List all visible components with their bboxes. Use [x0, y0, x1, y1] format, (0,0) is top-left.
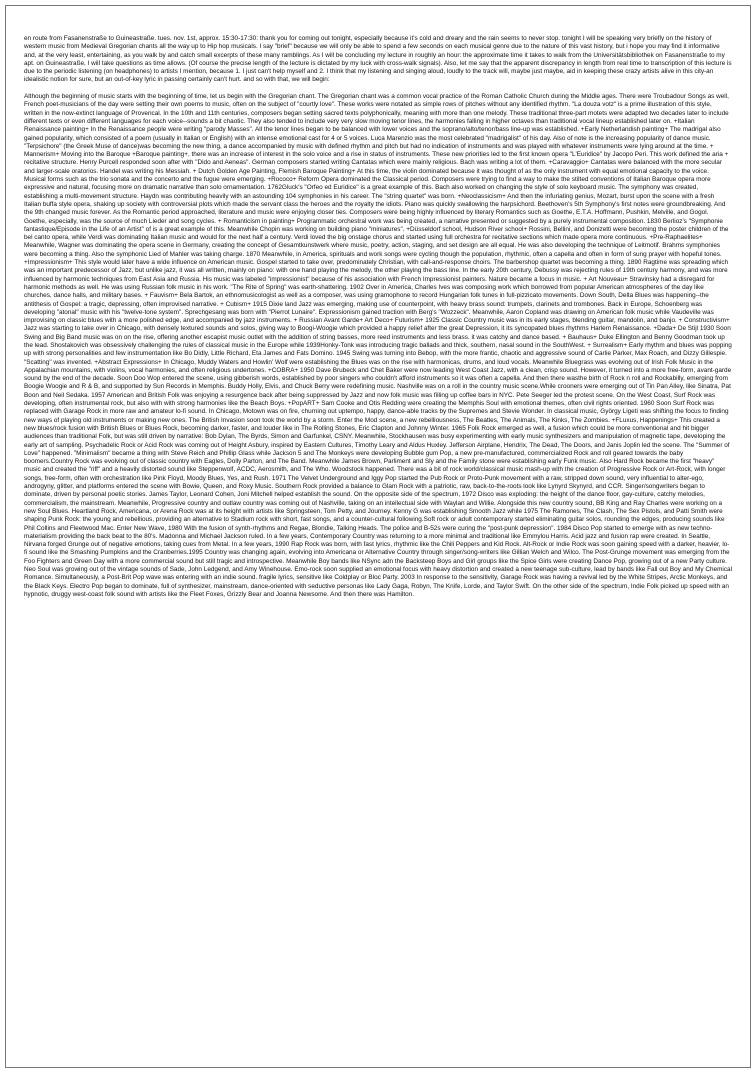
- intro-paragraph: en route from Fasanenstraße to Guineastraße. tues. nov. 1st, approx. 15:30-17:30: thank you for coming out tonight, especially because it's cold and dreary and the rain seems to never stop. tonight I will be speaking very briefly on the history of western music from Medieval Gregorian chants all the way up to Hip hop musicals. I say "brief" because we will only be able to spend a few seconds on each musical genre due to the nature of this vast history, but i hope you may find it informative and, at the very least, entertaining, as you walk by and catch small excerpts of these many ramblings. As I will be concluding my lecture in roughly an hour: the approximate time it takes to walk from the Universitätsbibliothek on Fasanenstraße to my apt. on Guineastraße, I will take questions as time allows. (Of course the precise length of the lecture is dictated by my luck with cross-walk signals). Also, let me say that the apparent discrepancy in length from real time to transcription of this lecture is due to the periodic listening (on headphones) to artists I mention, because 1. I just can't help myself and 2. I think that my listening and singing aloud, loudly to the track will, maybe just maybe, aid in keeping these crazy artists alive in this city-an idealistic notion for sure, but an out-of-key lyric in passing certainly can't hurt. and so with that, we will begin:: [24, 35, 732, 84]
- document-page: [5, 5, 751, 1068]
- history-paragraph: Although the beginning of music starts with the beginning of time, let us begin with the Gregorian chant. The Gregorian chant was a common vocal practice of the Roman Catholic Church during the Middle ages. There were Troubadour Songs as well, French poet-musicians of the day were setting their own poems to music, often on the subject of "courtly love". These works were notated as simple rows of pitches without any identified rhythm. "La douza votz" is a prime illustration of this style, written in the now-extinct language of Provencal. In the 10th and 11th centuries, composers began setting sacred texts polyphonically, meaning with more than one melody. These traditional three-part motets were adapted two decades later to include different texts or even different languages for each voice--sounds a bit chaotic. They also tended to include very very slow moving tenor lines, the harmonies falling in higher octaves than traditional vocal lineup established later on. +Italian Renaissance painting+ In the Renaissance people were writing "parody Masses". All the tenor lines began to be balanced with lower voices and the soprano/alto/tenor/bass line-up was established. +Early Netherlandish painting+ The madrigal also gained popularity, which consisted of a poem (usually in Italian or English) with an intense emotional cast for 4 or 5 voices. Luca Marenzio was the most celebrated "madrigalist" of his day. Also of note is the increasing popularity of dance music. "Terpsichore" (the Greek Muse of dance)was becoming the new thing, a dance accompanied by music with defined rhythm and pitch but had no indication of instruments and was played with whatever instruments were lying around at the time. + Mannerism+ Moving into the Baroque +Baroque painting+, there was an increase of interest in the solo voice and a rise in status of instruments. These new priorities led to the first known opera "L'Euridice" by Jacopo Peri. This work defined the aria + recitative structure. Henry Purcell responded soon after with "Dido and Aeneas". German composers started writing Cantatas which were mainly religious. Bach was writing a lot of them. +Caravaggio+ Cantatas were balanced with the more secular and larger-scale oratorios. Handel was writing his Messiah. + Dutch Golden Age Painting, Flemish Baroque Painting+ At this time, the violin dominated because it was thought of as the only instrument with equal emotional capacity to the voice. Musical forms such as the trio sonata and the concerto and the fugue were emerging. +Rococo+ Reform Opera dominated the Classical period. Composers were trying to find a way to make the stilted conventions of Italian Baroque opera more expressive and natural, focusing more on dramatic narrative than solo ornamentation. 1762Gluck's "Orfeo ed Euridice" is a great example of this. Bach also worked on changing the style of solo keyboard music. The symphony was created, establishing a multi-movement structure. Haydn was contributing heavily with an astounding 104 symphonies in his career. The "string quartet" was born. +Neoclassicism+ And then the infuriating genius, Mozart, burst upon the scene with a fresh Italian buffa style opera, shaking up society with controversial plots which made the servant class the heroes and the royalty the idiots. Piano was quickly swallowing the harpsichord. Beethoven's 5th Symphony's first notes were groundbreaking. And the 9th changed music forever. As the Romantic period approached, literature and music were enjoying closer ties. Composers were being highly influenced by literary Romantics such as Goethe, E.T.A. Hoffmann, Pushkin, Melville, and Gogol. Goethe, especially, was the source of much Lieder and song cycles. + Romanticism in painting+ Programmatic orchestral work was being created, a narrative presented or suggested by a purely instrumental composition. 1830 Berlioz's "Symphonie fantastique/Episode in the Life of an Artist" of is a great example of this. Meanwhile Chopin was working on building piano "miniatures". +Düsseldorf school, Hudson River school+ Rossini, Bellini, and Donizetti were becoming the poster children of the bel canto opera, while Verdi was dominating Italian music and would for the next half a century. Verdi loved the big onstage chorus and started using full orchestra for recitative sections which made opera more continuous. +Pre-Raphaelites+ Meanwhile, Wagner was dominating the opera scene in Germany, creating the concept of Gesamtkunstwerk where music, poetry, action, staging, and set design are all equal. He was also developing the technique of Leitmotif. Brahms symphonies were becoming a thing. Also the symphonic Lied of Mahler was taking charge. 1870 Meanwhile, in America, spirituals and work songs were cycling though the population, rhythmic, often a capella and often in form of sung prayer with hopeful tones. +Impressionism+ This style would later have a wide influence on American music. Gospel started to take over, predominately Christian, with call-and-response choirs. The barbershop quartet was becoming a thing. 1890 Ragtime was spreading which was an important predecessor of Jazz, but unlike jazz, it was all written, mainly on piano: with one hand playing the melody, the other playing the bass line. In the early 20th century, Debussy was rejecting rules of 19th century harmony, and was more influenced by harmonic techniques from East Asia and Russia. His music was labeled "impressionist" because of his association with French Impressionist painters. Nature became a focus in music. + Art Nouveau+ Stravinsky had a disregard for harmonic methods as well. He was using Russian folk music in his work. "The Rite of Spring" was earth-shattering. 1902 Over in America, Charles Ives was composing work which borrowed from popular American atmospheres of the day like churches, dance halls, and military bases. + Fauvism+ Bela Bartok, an ethnomusicologist as well as a composer, was using gramophone to record Hungarian folk tunes in full-pizzicato movements. Down South, Delta Blues was happening--the antithesis of Gospel: a tragic, depressing, often improvised narrative. + Cubism+ 1915 Dixie land Jazz was emerging, making use of counterpoint, with heavy brass sound: trumpets, clarinets and trombones. Back in Europe, Schoenberg was developing "atonal" music with his "twelve-tone system". Sprechgesang was born with "Pierrot Lunaire". Expressionism gained traction with Berg's "Wozzeck". Meanwhile, Aaron Copland was drawing on American folk music while Vaudeville was improvising on classic blues with a more polished edge, and accompanied by jazz instruments. + Russian Avant Garde+ Art Deco+ Futurism+ 1925 Classic Country music was in its early stages, blending guitar, mandolin, and banjo. + Constructivism+ Jazz was starting to take over in Chicago, with densely textured sounds and solos, giving way to Boogi-Woogie which provided a happy relief after the great Depression, it its syncopated blues rhythms Harlem Renaissance. +Dada+ De Stijl 1930 Soon Swing and Big Band music was on on the rise, offering another escapist music outlet with the addition of string basses, more reed instruments and less brass. it was catchy and dance based. + Bauhaus+ Duke Ellington and Benny Goodman took up the lead. Shostakovich was obsessively challenging the rules of classical music in the Europe while 1939Honky-Tonk was introducing tragic ballads and thick, southern, nasal sound in the SouthWest. + Surrealism+ Early rhythm and blues was popping up with strong personalities and few instrumentation like Bo Didly, Little Richard, Eta James and Fats Domino. 1945 Swing was turning into Bebop, with the more frantic, chaotic and aggressive sound of Carlie Parker, Max Roach, and Dizzy Gillespie. "Scatting" was invented. +Abstract Expressions+ In Chicago, Muddy Waters and Howlin' Wolf were establishing the Blues was on the rise with harmonicas, drums, and loud vocals. Meanwhile Bluegrass was evolving out of Irish Folk Music in the Appalachian mountains, with violins, vocal harmonies, and often religious undertones. +COBRA+ 1950 Dave Brubeck and Chet Baker were now leading West Coast Jazz, with a clean, crisp sound. However, it turned into a more free-form, avant-garde sound by the end of the decade. Soon Doo Wop entered the scene, using gibberish words, established by poor singers who couldn't afford instruments so it was often a capella. And then there wasthe birth of Rock n roll and Rockabilly, emerging from Boogie Woogie and R & B, and supported by Sun Records in Memphis. Buddy Holly, Elvis, and Chuck Berry were redefining music. Nashville was on a roll in the country music scene.While crooners were emerging out of Tin Pan Alley, like Sinatra, Pat Boon and Neil Sedaka. 1957 American and British Folk was enjoying a resurgence back after being suppressed by Jazz and now folk music was filling up coffee bars in NYC. Pete Seeger led the protest scene. On the West Coast, Surf Rock was developing, often instrumental rock, but also with with strong harmonies like the Beach Boys. +PopART+ Sam Cooke and Otis Redding were creating the Memphis Soul with emotional themes, often civil rights oriented. 1960 Soon Surf Rock was replaced with Garage Rock in more raw and amateur lo-fi sound. In Chicago, Motown was on fire, churning out uptempo, happy, dance-able tracks by the Supremes and Stevie Wonder. In classical music, György Ligeti was shifting the focus to finding new ways of playing old instruments or making new ones. The British Invasion soon took the world by a storm. Enter the Mod scene, a new rebelliousness, The Beatles, The Animals, The Kinks, The Zombies. +FLuxus, Happenings+ This created a new blues/rock fusion with British Blues or Blues Rock, becoming darker, faster, and louder like in The Rolling Stones, Eric Clapton and Johnny Winter. 1965 Folk Rock emerged as well, a fusion which could be more conventional and hit bigger audiences than traditional Folk, but was still driven by narrative: Bob Dylan, The Byrds, Simon and Garfunkel, CSNY. Meanwhile, Stockhausen was busy experimenting with early music synthesizers and manipulation of magnetic tape, developing the early art of sampling. Psychadelic Rock or Acid Rock was coming out of Height Asbury, inspired by Eastern Cultures, Timothy Leary and Aldus Huxley. Jefferson Airplane, Hendrix, The Dead, The Doors, and Janis Joplin led the scene. The "Summer of Love" happened. "Minimalism" became a thing with Steve Reich and Phillip Glass while Jackson 5 and The Monkeys were developing Bubble gum Pop, a new pre-manufactured, commercialized Rock and roll geared towards the baby boomers.Country Rock was evolving out of classic country with Eagles, Dolly Parton, and The Band. Meanwhile James Brown, Parliment and Sly and the Family stone were establishing early Funk music. Also Hard Rock became the first "heavy" music and created the "riff" and a heavily distorted sound like Steppenwolf, ACDC, Aerosmith, and The Who. Woodstock happened. There was a bit of rock world/classical music mash-up with the creation of Progressive Rock or Art-Rock, with longer songs, free-form, often with orchestration like Pink Floyd, Moody Blues, Yes, and Rush. 1971 The Velvet Underground and Iggy Pop started the Pub Rock or Proto-Punk movement with a raw, stripped down sound, very influential to alter-ego, androgyny, glitter, and platforms entered the scene with Bowie, Queen, and Roxy Music. Southern Rock provided a balance to Glam Rock with a patriotic, raw, back-to-the-roots look like Lynyrd Skynyrd, and CCR. Singer/songwriters began to dominate, driven by personal poetic stories. James Taylor, Leonard Cohen, Joni Mitchell helped establish the sound. On the opposite side of the spectrum, 1972 Disco was exploding: the height of the dance floor, gay-culture, catchy melodies, commercialism, the mainstream. Meanwhile, Progressive country and outlaw country was coming out of Nashville, taking on an intellectual side with Waylan and Willie. Alongside this new country sound, BB King and Ray Charles were working on a new Soul Blues. Heartland Rock, Americana, or Arena Rock was at its height with artists like Springsteen, Tom Petty, and Journey. Kenny G was establishing Smooth Jazz while 1975 The Ramones, The Clash, The Sex Pistols, and Patti Smith were shaping Punk Rock: the young and rebellious, providing an alternative to Stadium rock with short, fast songs, and a counter-cultural following.Soft rock or adult contemporary started eliminating guitar solos, rounding the edges, producing sounds like Phil Collins and Fleetwood Mac. Enter New Wave, 1980 With the fusion of synth-rhythms and Regae, Blondie, Talking Heads. The police and B-52s were curing the "post-punk depression". 1984 Disco Pop started to emerge with as new techno-materialism providing the back beat to the 80's. Madonna and Michael Jackson ruled. In a few years, Contemporary Country was returning to a more minimal and traditional like Emmylou Harris. Acid jazz and fusion rap were created. In Seattle, Nirvana forged Grunge out of negative emotions, taking cues from Metal. In a few years, 1990 Rap Rock was born, with fast lyrics, rhythmic like the Chili Peppers and Kid Rock. Alt-Rock or Indie Rock was soon gaining speed with a darker, heavier, lo-fi sound like the Smashing Pumpkins and the Cranberries.1995 Country was changing again, evolving into Americana or Alternative Country through singer/song-writers like Gillian Welch and Wilco. The Post-Grunge movement was emerging from the Foo Fighters and Green Day with a more commercial sound but still tragic and introspective. Meanwhile Boy bands like NSync adn the Backsteep Boys and Girl groups like the Spice Girls were creating Dance Pop, growing out of a new Party culture. Neo Soul was growing out of the vintage sounds of Sade, John Ledgend, and Amy Winehouse. Emo-rock soon supplied an emotional focus with heavy distortion and created a new teenage sub-culture, lead by bands like Fall out Boy and My Chemical Romance. Simultaneously, a Post-Brit Pop wave was entering with an indie sound. fragile lyrics, sensitive like Coldplay or Bloc Party. 2003 In response to the sensitivity, Garage Rock was having a revival led by the White Stripes, Arctic Monkeys, and the Black Keys. Electro Pop began to dominate, full of synthesizer, mainstream, dance-oriented with seductive personas like Lady Gaga, Robyn, The Knife, Lorde, and Taylor Swift. On the other side of the spectrum, Indie Folk picked up speed with an hypnotic, druggy west-coast folk sound with artists like the Fleet Foxes, Grizzly Bear and Joanna Newsome. And then there was Hamilton.: [24, 93, 733, 598]
- lecture-transcript: [24, 35, 732, 599]
